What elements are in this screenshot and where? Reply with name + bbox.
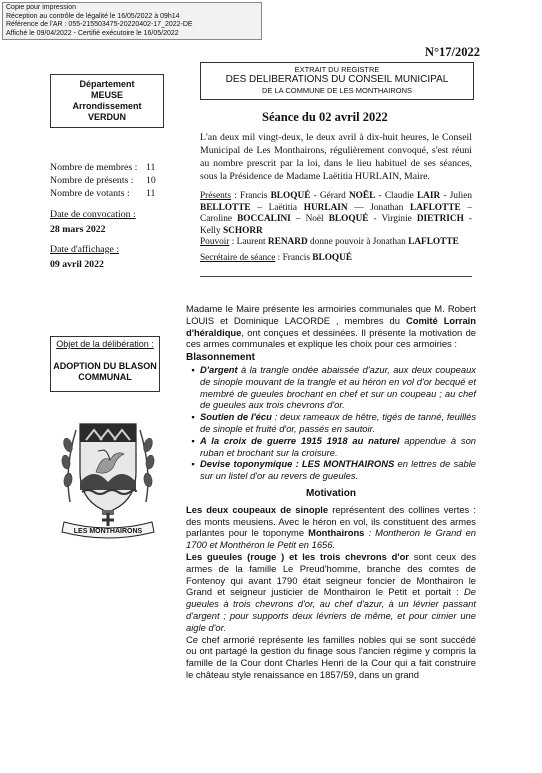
motivation-heading: Motivation — [306, 487, 356, 499]
member-name: SCHORR — [222, 225, 263, 236]
text: - Julien — [440, 191, 472, 201]
count-label: Nombre de membres : — [50, 162, 138, 173]
text: - Gérard — [310, 191, 349, 201]
member-name: RENARD — [267, 237, 308, 247]
member-name: LAFLOTTE — [410, 202, 461, 213]
text: représentent des collines vertes : des monts meusiens. Avec le héron en vol, ils constituent des armes parlantes pour le toponyme — [186, 503, 476, 539]
count-value: 10 — [146, 175, 156, 186]
blason-term: A la croix de guerre 1915 1918 au naturel — [200, 434, 400, 446]
stamp-line: Réception au contrôle de légalité le 16/05/2022 à 09h14 — [6, 12, 180, 20]
deliberation-number: N°17/2022 — [425, 45, 480, 59]
text: Monthairons — [308, 527, 365, 539]
text: — Jonathan — [347, 202, 411, 213]
subject-line: ADOPTION DU BLASON — [53, 361, 157, 371]
motivation-paragraph — [186, 551, 476, 634]
stamp-line: Référence de l'AR : 055-215503475-20220402-17_2022-DE — [6, 21, 193, 29]
divider — [200, 276, 472, 277]
deliberation-body — [186, 303, 476, 681]
member-name: NOËL — [348, 191, 376, 201]
secretary — [200, 253, 352, 263]
count-row — [50, 161, 156, 174]
affichage-date — [50, 243, 119, 271]
motto-text: LES MONTHAIRONS — [73, 528, 143, 535]
blason-heading: Blasonnement — [186, 352, 255, 364]
blason-text — [200, 411, 476, 435]
count-value: 11 — [146, 188, 156, 199]
subject-line: COMMUNAL — [78, 372, 132, 382]
bullet-icon: ▪ — [191, 434, 195, 446]
department-name: MEUSE — [90, 90, 123, 100]
text: à la trangle ondée abaissée d'azur, aux deux coupeaux de sinople mouvant de la trangle et au héron en vol d'or becqué et membré de gueules brochant en chef et sur un coupeau ; au chef de gueules aux trois chevrons d'or. — [200, 363, 476, 411]
blason-item — [186, 411, 476, 435]
text: Les gueules (rouge ) et les trois chevrons d'or — [186, 550, 409, 562]
text: : Francis — [275, 253, 313, 263]
text: appendue à son ruban et brochant sur la croisure. — [200, 434, 476, 458]
convocation-label: Date de convocation : — [50, 209, 136, 220]
affichage-label: Date d'affichage : — [50, 244, 120, 255]
motivation-paragraph — [186, 504, 476, 551]
blason-term: Devise toponymique : LES MONTHAIRONS — [200, 458, 395, 470]
bullet-icon: ▪ — [191, 363, 195, 375]
pouvoir-label: Pouvoir — [200, 237, 230, 247]
text: - Virginie — [368, 214, 417, 224]
text: – Laëtitia — [250, 202, 304, 213]
blason-term: Soutien de l'écu — [200, 411, 272, 423]
motivation-paragraph: Ce chef armorié représente les familles nobles qui se sont succédé ou ont partagé la gestion du finage sous l'ancien régime y compris la famille de la Cour dont Charles Henri de la Cour qui a fait construire le château style renaissance en 1857/59, dans un grand — [186, 633, 476, 680]
member-name: HURLAIN — [303, 202, 348, 213]
stamp-line: Affiché le 09/04/2022 - Certifié exécutoire le 16/05/2022 — [6, 29, 179, 37]
stamp-line: Copie pour impression — [6, 4, 77, 11]
text: - Claudie — [375, 191, 417, 201]
member-name: BLOQUÉ — [312, 253, 353, 263]
text: Les deux coupeaux de sinople — [186, 503, 329, 515]
member-name: BELLOTTE — [200, 202, 251, 213]
count-row — [50, 187, 156, 200]
count-label: Nombre de votants : — [50, 188, 130, 199]
member-name: BLOQUÉ — [328, 214, 369, 224]
member-counts — [50, 161, 156, 200]
text: – Noël — [290, 214, 329, 224]
count-label: Nombre de présents : — [50, 175, 134, 186]
text: donne pouvoir à Jonathan — [307, 237, 409, 247]
department-label: Département — [79, 79, 135, 89]
text: sont ceux des armes de la famille Le Preud'homme, branche des comtes de Fontenoy qui avant 1790 était seigneur foncier de Monthairon le Grand et seigneur justicier de Monthairon le Petit et portait : — [186, 550, 477, 598]
text: : Francis — [231, 191, 271, 201]
session-title: Séance du 02 avril 2022 — [262, 110, 388, 124]
secretary-label: Secrétaire de séance — [200, 253, 276, 263]
member-name: BLOQUÉ — [270, 191, 311, 201]
presents-label: Présents — [200, 191, 231, 201]
committee-name: Comité Lorrain d'héraldique — [186, 314, 476, 338]
department-box — [50, 74, 164, 128]
arrondissement-label: Arrondissement — [72, 101, 142, 111]
text: Madame le Maire présente les armoiries communales que M. Robert LOUIS et Dominique LACORDE , membres du — [186, 303, 476, 326]
bullet-icon: ▪ — [191, 458, 195, 470]
text: , ont conçues et dessinées. Il présente la motivation de ces armes communales et explique les choix pour ces armoiries : — [186, 326, 476, 350]
subject-title — [51, 351, 159, 391]
text: : Laurent — [229, 237, 268, 247]
blason-item — [186, 435, 476, 459]
certification-stamp — [2, 2, 262, 40]
register-line-2: DES DELIBERATIONS DU CONSEIL MUNICIPAL — [225, 74, 449, 85]
session-intro: L'an deux mil vingt-deux, le deux avril à dix-huit heures, le Conseil Municipal de Les Monthairons, régulièrement convoqué, s'est réuni au nombre prescrit par la loi, dans le lieu habituel de ses séances, sous la Présidence de Madame Laëtitia HURLAIN, Maire. — [200, 132, 472, 182]
text: : Montheron le Grand en 1700 et Monthéron le Petit en 1656. — [186, 527, 477, 551]
register-line-3: DE LA COMMUNE DE LES MONTHAIRONS — [261, 86, 413, 95]
blason-item — [186, 458, 476, 482]
text: : deux rameaux de hêtre, tigés de tanné, feuillés de sinople et fruité d'or, passés en sautoir. — [200, 411, 477, 434]
text: – Caroline — [200, 202, 472, 224]
member-name: LAIR — [416, 191, 441, 201]
count-value: 11 — [146, 162, 156, 173]
blason-text — [200, 364, 476, 411]
blason-term: D'argent — [200, 363, 238, 375]
croix-de-guerre-icon — [102, 510, 114, 526]
subject-label: Objet de la délibération : — [56, 339, 154, 349]
affichage-value: 09 avril 2022 — [50, 259, 104, 270]
bullet-icon: ▪ — [191, 411, 195, 423]
convocation-value: 28 mars 2022 — [50, 224, 106, 235]
member-name: BOCCALINI — [237, 214, 291, 224]
coat-of-arms-icon — [58, 410, 158, 540]
member-name: DIETRICH — [416, 214, 464, 224]
subject-box — [50, 336, 160, 392]
register-header — [200, 62, 474, 100]
blason-text — [200, 435, 476, 459]
text: en lettres de sable sur un listel d'or au revers de gueules. — [200, 458, 476, 482]
intro-paragraph — [186, 303, 476, 350]
count-row — [50, 174, 156, 187]
arrondissement-name: VERDUN — [87, 112, 126, 122]
blason-text — [200, 458, 476, 482]
member-name: LAFLOTTE — [408, 237, 459, 247]
convocation-date — [50, 208, 136, 236]
attendees — [200, 191, 472, 249]
text: De gueules à trois chevrons d'or, au chef d'azur, à un lévrier passant d'argent ; pour supports deux lévriers de même, et pour cimier une aigle d'or. — [186, 586, 476, 633]
text: - Kelly — [200, 214, 473, 236]
register-line-1: EXTRAIT DU REGISTRE — [294, 65, 380, 74]
blason-item — [186, 364, 476, 411]
